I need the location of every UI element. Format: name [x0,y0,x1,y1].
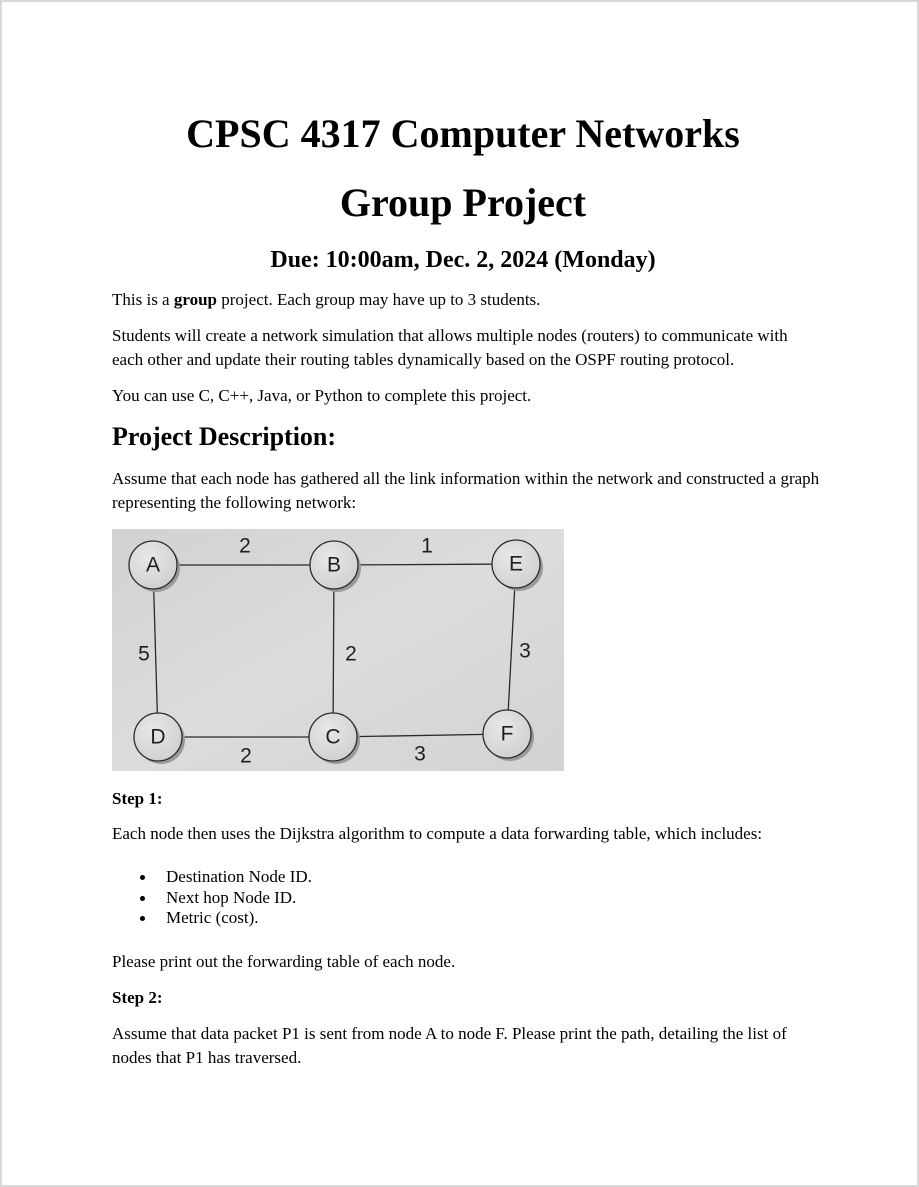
node-label-f: F [500,722,514,746]
assume-paragraph: Assume that each node has gathered all the link information within the network and constructed a graph representing the following network: [112,469,820,512]
due-date: Due: 10:00am, Dec. 2, 2024 (Monday) [270,247,656,273]
edge-cost-a-d: 5 [138,642,150,666]
step1-list [112,867,312,929]
list-item: Metric (cost). [112,908,312,929]
languages-paragraph: You can use C, C++, Java, or Python to complete this project. [112,386,532,405]
network-graph-figure [112,529,564,771]
node-label-b: B [326,553,342,577]
intro-prefix: This is a [112,290,174,309]
step2-paragraph: Assume that data packet P1 is sent from node A to node F. Please print the path, detailing the list of nodes that P1 has traversed. [112,1024,787,1067]
edge-cost-e-f: 3 [519,639,531,663]
description-paragraph: Students will create a network simulation that allows multiple nodes (routers) to communicate with each other and update their routing tables dynamically based on the OSPF routing protocol. [112,326,788,369]
step1-paragraph: Each node then uses the Dijkstra algorithm to compute a data forwarding table, which includes: [112,824,763,843]
node-label-a: A [145,553,161,577]
intro-paragraph [112,288,822,312]
edge-cost-c-f: 3 [414,742,426,766]
node-label-e: E [508,552,524,576]
node-label-d: D [150,725,166,749]
step2-heading: Step 2: [112,988,163,1007]
document-title: CPSC 4317 Computer Networks [186,111,740,156]
edge-cost-b-e: 1 [421,534,433,558]
list-item: Destination Node ID. [112,867,312,888]
step1-heading: Step 1: [112,789,163,808]
edge-cost-b-c: 2 [345,642,357,666]
intro-bold-word: group [173,290,218,309]
step1-closing-paragraph: Please print out the forwarding table of each node. [112,952,456,971]
list-item: Next hop Node ID. [112,888,312,909]
edge-cost-d-c: 2 [240,744,252,768]
section-heading-project-description: Project Description: [112,422,337,451]
edge-cost-a-b: 2 [239,534,251,558]
node-label-c: C [325,725,341,749]
intro-suffix: project. Each group may have up to 3 students. [217,290,541,309]
document-subtitle: Group Project [339,180,587,225]
